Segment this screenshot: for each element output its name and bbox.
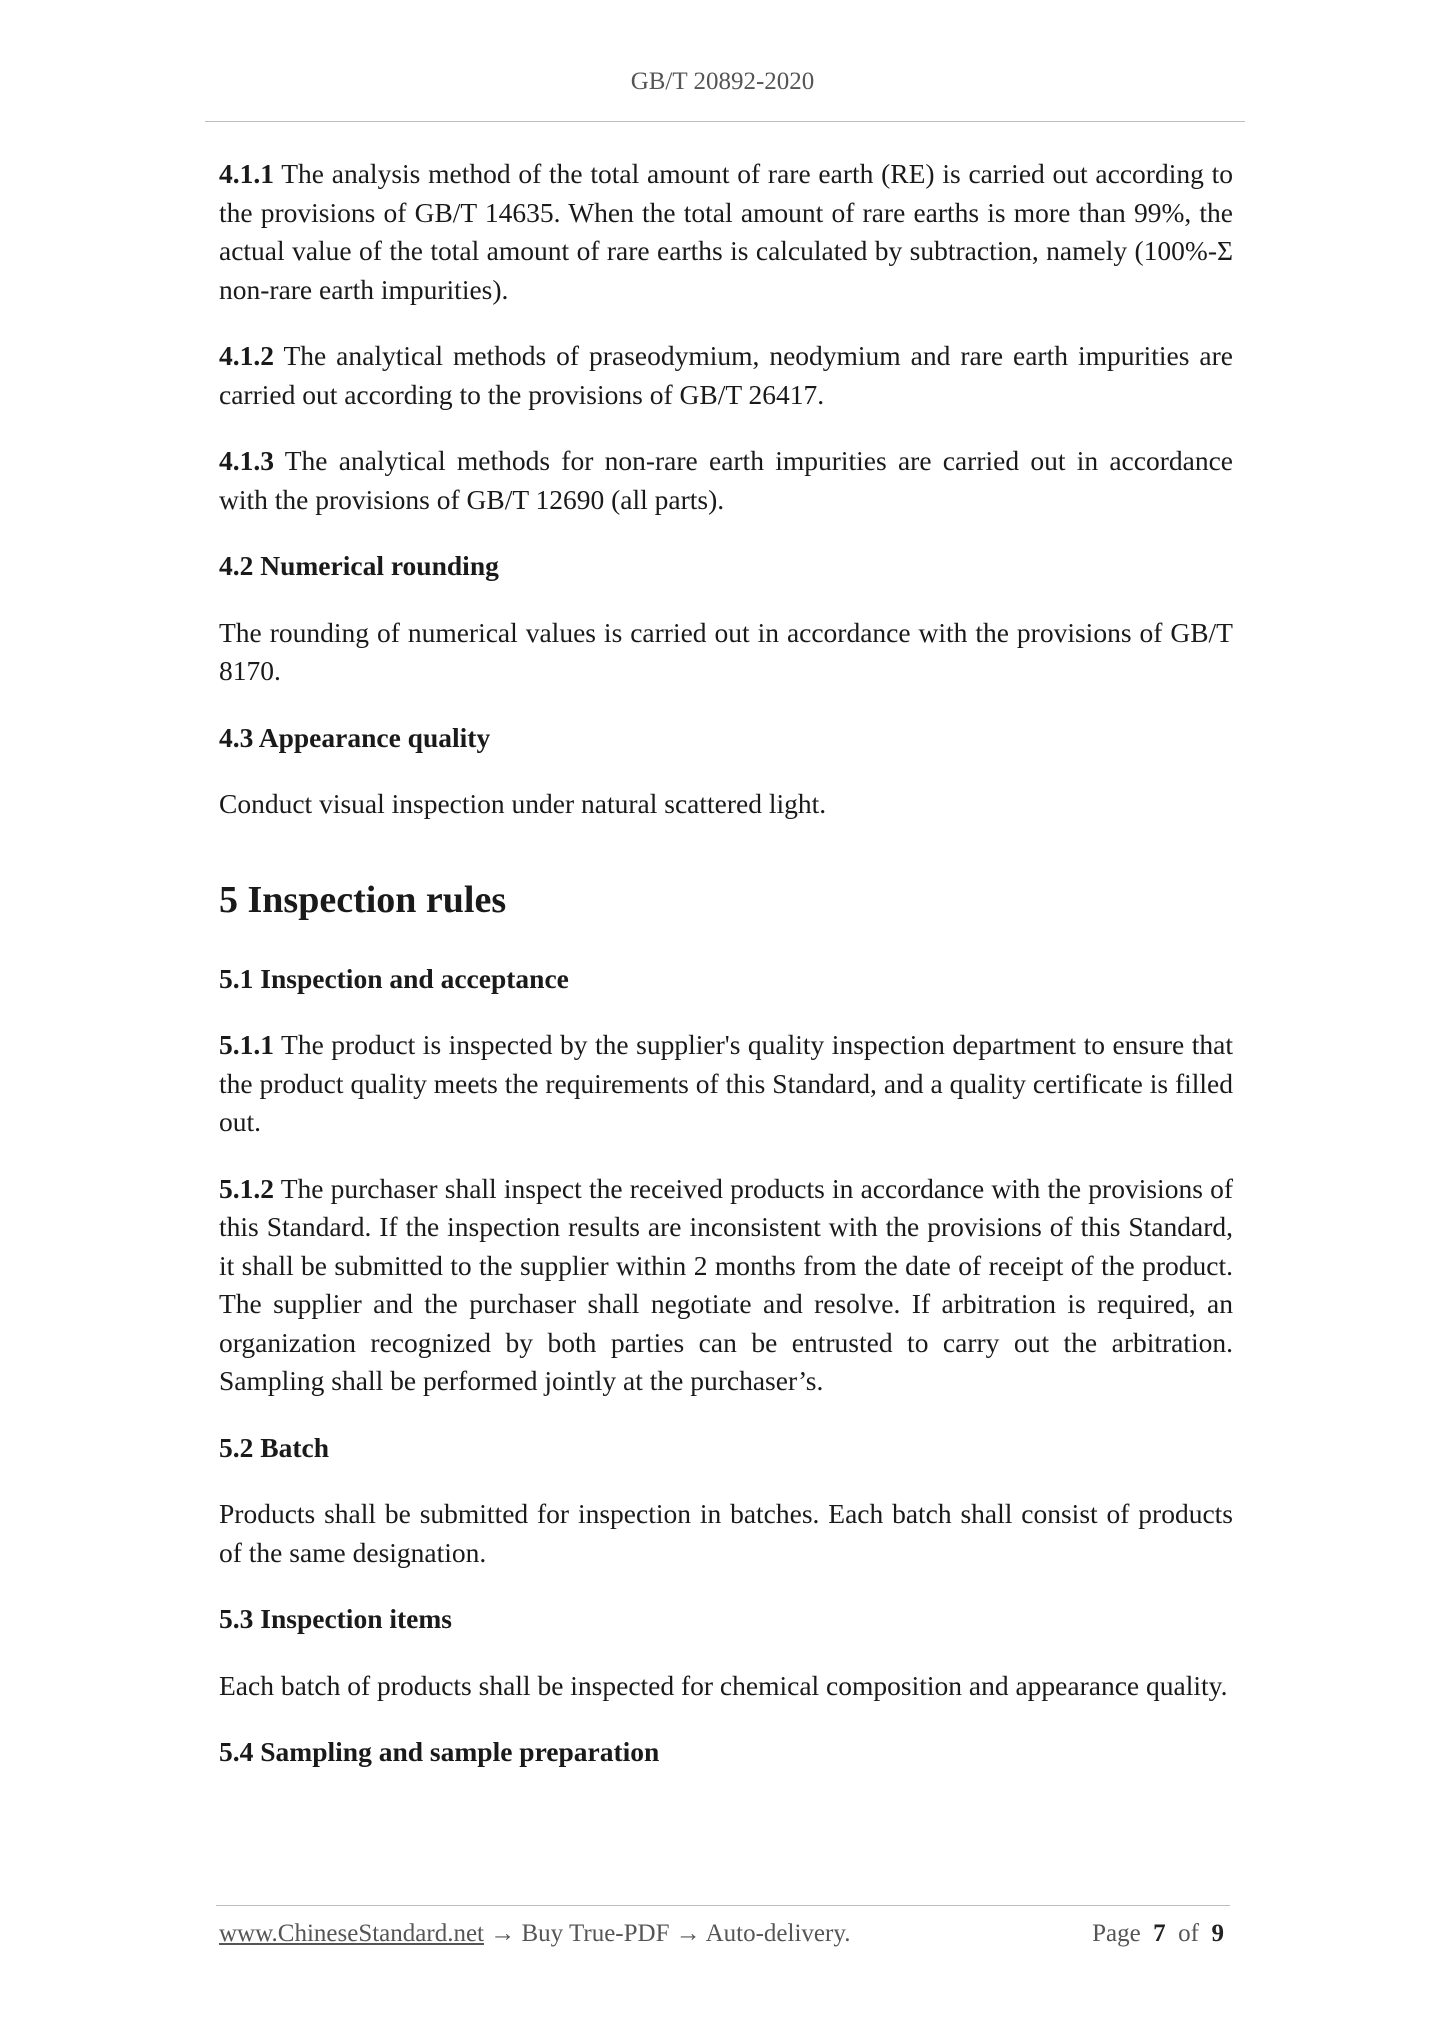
clause-5-1-1 (219, 1026, 1233, 1142)
page-indicator (1092, 1920, 1224, 1948)
document-body (219, 155, 1233, 1800)
page-total: 9 (1211, 1920, 1224, 1947)
heading-4-2: 4.2 Numerical rounding (219, 550, 499, 581)
auto-delivery-text: Auto-delivery. (705, 1920, 851, 1947)
page-label: Page (1092, 1920, 1141, 1947)
clause-text: The product is inspected by the supplier's quality inspection department to ensure that the product quality meets the requirements of this Standard, and a quality certificate is filled out. (219, 1029, 1233, 1137)
clause-number: 4.1.2 (219, 340, 274, 371)
buy-true-pdf-text: Buy True-PDF (521, 1920, 670, 1947)
arrow-right-icon: → (484, 1920, 522, 1947)
paragraph-4-3: Conduct visual inspection under natural scattered light. (219, 788, 827, 819)
footer-divider (216, 1905, 1230, 1906)
clause-5-1-2 (219, 1170, 1233, 1401)
paragraph-5-2: Products shall be submitted for inspection in batches. Each batch shall consist of products of the same designation. (219, 1498, 1233, 1568)
of-label: of (1178, 1920, 1199, 1947)
heading-5: 5 Inspection rules (219, 878, 507, 921)
clause-text: The analytical methods of praseodymium, neodymium and rare earth impurities are carried out according to the provisions of GB/T 26417. (219, 340, 1233, 410)
heading-4-3: 4.3 Appearance quality (219, 721, 491, 753)
footer-promo (219, 1920, 850, 1948)
paragraph-5-3: Each batch of products shall be inspected for chemical composition and appearance quality. (219, 1669, 1228, 1701)
clause-number: 4.1.1 (219, 158, 274, 189)
heading-5-2: 5.2 Batch (219, 1431, 329, 1463)
website-link[interactable]: www.ChineseStandard.net (219, 1920, 484, 1947)
clause-4-1-3 (219, 442, 1233, 519)
arrow-right-icon: → (669, 1920, 706, 1947)
clause-number: 4.1.3 (219, 445, 274, 476)
page-current: 7 (1153, 1920, 1166, 1947)
clause-number: 5.1.1 (219, 1029, 274, 1060)
heading-5-4: 5.4 Sampling and sample preparation (219, 1736, 660, 1767)
header-divider (205, 121, 1245, 122)
paragraph-4-2: The rounding of numerical values is carried out in accordance with the provisions of GB/T 8170. (219, 616, 1233, 686)
heading-5-3: 5.3 Inspection items (219, 1603, 452, 1634)
heading-5-1: 5.1 Inspection and acceptance (219, 962, 569, 994)
clause-text: The purchaser shall inspect the received products in accordance with the provisions of this Standard. If the inspection results are inconsistent with the provisions of this Standard, it shall be submitted to the supplier within 2 months from the date of receipt of the product. The supplier and the purchaser shall negotiate and resolve. If arbitration is required, an organization recognized by both parties can be entrusted to carry out the arbitration. Sampling shall be performed jointly at the purchaser’s. (219, 1172, 1233, 1396)
clause-text: The analysis method of the total amount of rare earth (RE) is carried out according to the provisions of GB/T 14635. When the total amount of rare earths is more than 99%, the actual value of the total amount of rare earths is calculated by subtraction, namely (100%-Σ non-rare earth impurities). (219, 158, 1233, 305)
clause-4-1-2 (219, 337, 1233, 414)
clause-text: The analytical methods for non-rare earth impurities are carried out in accordance with the provisions of GB/T 12690 (all parts). (219, 445, 1233, 515)
clause-number: 5.1.2 (219, 1172, 274, 1204)
page-header: GB/T 20892-2020 (630, 68, 815, 95)
clause-4-1-1 (219, 155, 1233, 309)
